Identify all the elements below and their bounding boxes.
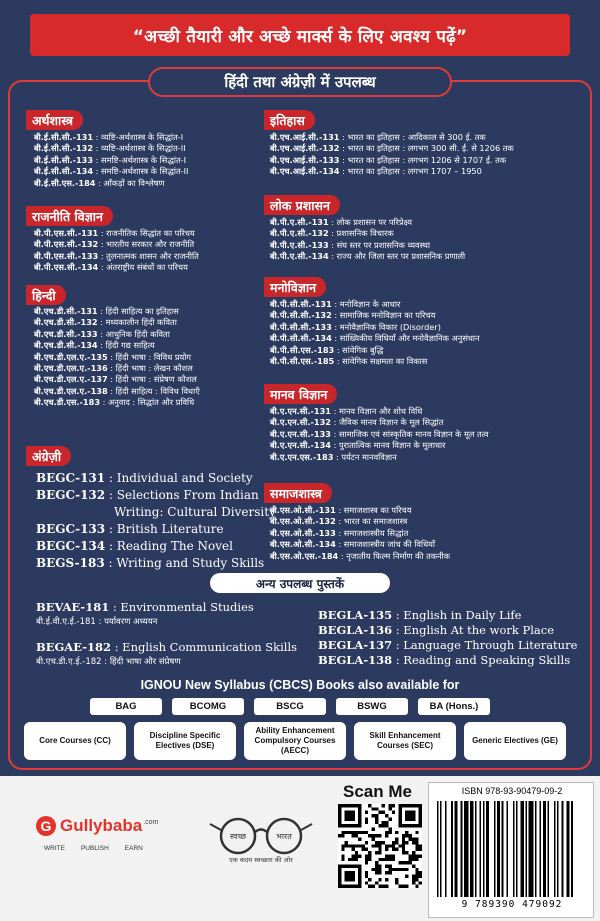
logo-text: Gullybaba bbox=[60, 816, 143, 835]
category-sociology: समाजशास्त्र bbox=[264, 483, 332, 503]
course-title: : हिंदी साहित्य का इतिहास bbox=[97, 306, 179, 316]
course-item bbox=[270, 251, 465, 262]
english-list bbox=[36, 470, 276, 572]
course-title: : हिंदी भाषा : संप्रेषण कौशल bbox=[107, 374, 197, 385]
course-code: बी.एच.डी.सी.-132 bbox=[34, 317, 98, 328]
course-item bbox=[36, 470, 276, 487]
hindi-list bbox=[34, 306, 200, 409]
course-title: : नृजातीय फिल्म निर्माण की तकनीक bbox=[338, 550, 450, 561]
course-title: : मनोविज्ञान के आधार bbox=[331, 299, 401, 309]
course-item bbox=[270, 539, 450, 550]
sociology-list bbox=[270, 505, 450, 562]
course-code: बी.एच.डी.एल.ए.-135 bbox=[34, 351, 108, 362]
course-item bbox=[270, 132, 514, 143]
course-item bbox=[34, 386, 200, 397]
course-title: : Reading The Novel bbox=[105, 539, 233, 553]
course-title: : British Literature bbox=[105, 522, 224, 536]
isbn-text: ISBN 978-93-90479-09-2 bbox=[461, 786, 563, 796]
course-title: : आधुनिक हिंदी कविता bbox=[97, 328, 170, 339]
logo-tag: WRITE bbox=[44, 845, 65, 852]
course-code: बी.एस.ओ.सी.-134 bbox=[270, 539, 336, 550]
other-book-item: BEGLA-136 : English At the work Place bbox=[318, 623, 555, 637]
availability-badge: हिंदी तथा अंग्रेज़ी में उपलब्ध bbox=[148, 67, 452, 97]
course-title: : हिंदी गद्य साहित्य bbox=[97, 340, 155, 351]
course-code: बी.पी.एस.सी.-134 bbox=[34, 262, 99, 273]
course-code: बी.एस.ओ.एस.-184 bbox=[270, 550, 339, 561]
course-item bbox=[270, 551, 450, 562]
political-science-list bbox=[34, 228, 199, 274]
course-code: बी.ए.एन.एस.-183 bbox=[270, 451, 334, 462]
course-title: : समाजशास्त्रीय सिद्धांत bbox=[335, 527, 409, 538]
tagline-banner: “अच्छी तैयारी और अच्छे मार्क्स के लिए अवश्य पढ़ें” bbox=[30, 14, 570, 56]
course-item bbox=[36, 521, 276, 538]
course-code: बी.पी.सी.सी.-132 bbox=[270, 310, 332, 321]
course-code: बी.पी.ए.सी.-134 bbox=[270, 251, 329, 262]
course-item bbox=[270, 406, 488, 417]
course-title: : समाजशास्त्र का परिचय bbox=[335, 505, 412, 515]
course-title: : लोक प्रशासन पर परिप्रेक्ष्य bbox=[328, 217, 413, 227]
economics-list bbox=[34, 132, 188, 189]
cbcs-programs bbox=[90, 698, 490, 715]
course-item bbox=[270, 166, 514, 177]
course-code: बी.पी.एस.सी.-133 bbox=[34, 250, 99, 261]
category-economics: अर्थशास्त्र bbox=[26, 110, 83, 130]
course-title: : मध्यकालीन हिंदी कविता bbox=[97, 317, 177, 328]
course-title: : सांवेगिक बुद्धि bbox=[334, 344, 384, 355]
course-title: : Individual and Society bbox=[105, 471, 253, 485]
course-title: : प्रशासनिक विचारक bbox=[328, 228, 394, 239]
course-title: : व्यष्टि-अर्थशास्त्र के सिद्धांत-II bbox=[93, 143, 186, 154]
logo-tag: EARN bbox=[124, 845, 143, 852]
history-list bbox=[270, 132, 514, 178]
barcode-icon bbox=[437, 801, 587, 897]
course-title: : भारत का इतिहास : लगभग 1206 से 1707 ई. तक bbox=[339, 154, 507, 165]
course-item bbox=[270, 240, 465, 251]
course-item bbox=[34, 317, 200, 328]
course-title: : पर्यटन मानवविज्ञान bbox=[333, 451, 397, 462]
course-code: बी.एच.डी.सी.-133 bbox=[34, 328, 98, 339]
course-code: बी.ए.एन.सी.-134 bbox=[270, 440, 331, 451]
course-item bbox=[270, 417, 488, 428]
other-books-left bbox=[36, 600, 297, 670]
course-item bbox=[34, 166, 188, 177]
course-code: बी.पी.ए.सी.-133 bbox=[270, 239, 329, 250]
course-title: : सांवेगिक सक्षमता का विकास bbox=[334, 356, 428, 367]
course-title: : हिंदी भाषा : लेखन कौशल bbox=[107, 363, 193, 374]
course-item bbox=[270, 345, 480, 356]
cbcs-title: IGNOU New Syllabus (CBCS) Books also available for bbox=[140, 678, 460, 692]
course-code: बी.पी.ए.सी.-132 bbox=[270, 228, 329, 239]
course-item bbox=[34, 363, 200, 374]
course-code: बी.ए.एन.सी.-133 bbox=[270, 428, 331, 439]
course-title: : जैविक मानव विज्ञान के मूल सिद्धांत bbox=[330, 417, 444, 428]
course-item bbox=[270, 452, 488, 463]
course-item bbox=[34, 251, 199, 262]
course-code: बी.पी.सी.सी.-131 bbox=[270, 299, 332, 309]
course-code: बी.एच.आई.सी.-133 bbox=[270, 154, 340, 165]
course-code: बी.एच.डी.एल.ए.-136 bbox=[34, 363, 108, 374]
course-item bbox=[34, 143, 188, 154]
logo-suffix: .com bbox=[143, 818, 159, 826]
other-book-item: BEGLA-138 : Reading and Speaking Skills bbox=[318, 653, 571, 667]
logo-tag: PUBLISH bbox=[80, 845, 109, 852]
course-item bbox=[34, 340, 200, 351]
course-code: BEGC-132 bbox=[36, 488, 106, 502]
course-title: : हिंदी साहित्य : विविध विधाएँ bbox=[107, 385, 200, 396]
course-item bbox=[270, 333, 480, 344]
other-book-item: BEGAE-182 : English Communication Skills bbox=[36, 640, 298, 654]
other-book-item: BEGLA-135 : English in Daily Life bbox=[318, 608, 522, 622]
course-code: बी.एच.डी.सी.-134 bbox=[34, 340, 98, 351]
course-code: BEGS-183 bbox=[36, 556, 105, 570]
course-code: BEGC-133 bbox=[36, 522, 106, 536]
course-item bbox=[36, 487, 276, 504]
course-title: : Writing and Study Skills bbox=[104, 556, 265, 570]
course-title: : सामाजिक मनोविज्ञान का परिचय bbox=[331, 310, 436, 321]
course-item bbox=[270, 440, 488, 451]
course-type-box: Skill Enhancement Courses (SEC) bbox=[354, 722, 456, 760]
course-code: बी.ई.सी.सी.-133 bbox=[34, 154, 94, 165]
category-english: अंग्रेज़ी bbox=[26, 446, 71, 466]
psychology-list bbox=[270, 299, 480, 367]
course-code: बी.पी.एस.सी.-131 bbox=[34, 228, 99, 238]
course-item bbox=[34, 397, 200, 408]
course-item bbox=[36, 538, 276, 555]
gullybaba-logo bbox=[36, 816, 158, 836]
course-item bbox=[34, 374, 200, 385]
course-item bbox=[34, 132, 188, 143]
course-code: BEGC-131 bbox=[36, 471, 106, 485]
course-item bbox=[34, 352, 200, 363]
course-title: : भारत का इतिहास : लगभग 1707 – 1950 bbox=[339, 166, 482, 177]
course-item bbox=[270, 155, 514, 166]
qr-code-icon[interactable] bbox=[338, 804, 422, 888]
course-title: : राजनीतिक सिद्धांत का परिचय bbox=[98, 228, 195, 238]
course-title: : सामाजिक एवं सांस्कृतिक मानव विज्ञान के मूल तत्व bbox=[330, 428, 489, 439]
course-code: बी.एच.डी.एल.ए.-137 bbox=[34, 374, 108, 385]
course-code: बी.पी.ए.सी.-131 bbox=[270, 217, 329, 227]
course-item bbox=[34, 329, 200, 340]
course-item bbox=[270, 217, 465, 228]
course-title: : भारत का इतिहास : लगभग 300 सी. ई. से 1206 तक bbox=[339, 143, 514, 154]
other-books-title: अन्य उपलब्ध पुस्तकें bbox=[210, 573, 390, 593]
course-item bbox=[34, 178, 188, 189]
course-item bbox=[34, 306, 200, 317]
course-title: : समाजशास्त्रीय जांच की विधियाँ bbox=[335, 539, 435, 550]
course-code: बी.एच.डी.सी.-131 bbox=[34, 306, 98, 316]
course-title: : व्यष्टि-अर्थशास्त्र के सिद्धांत-I bbox=[93, 132, 184, 142]
program-badge: BSWG bbox=[336, 698, 408, 715]
course-code: BEGC-134 bbox=[36, 539, 106, 553]
course-code: बी.एच.डी.एस.-183 bbox=[34, 397, 101, 408]
course-title: : पुरातात्विक मानव विज्ञान के मूलाधार bbox=[330, 440, 446, 451]
course-type-box: Ability Enhancement Compulsory Courses (AECC) bbox=[244, 722, 346, 760]
course-item bbox=[270, 516, 450, 527]
course-title: : संघ स्तर पर प्रशासनिक व्यवस्था bbox=[328, 239, 430, 250]
course-item bbox=[36, 555, 276, 572]
course-title: : सांख्यिकीय विधियाँ और मनोवैज्ञानिक अनुसंधान bbox=[331, 333, 480, 344]
course-item bbox=[270, 528, 450, 539]
course-item bbox=[34, 239, 199, 250]
course-code: बी.ए.एन.सी.-131 bbox=[270, 406, 331, 416]
course-item bbox=[270, 505, 450, 516]
course-item bbox=[270, 356, 480, 367]
program-badge: BA (Hons.) bbox=[418, 698, 490, 715]
course-title: : भारत का समाजशास्त्र bbox=[335, 516, 408, 527]
course-code: बी.पी.सी.सी.-133 bbox=[270, 321, 332, 332]
course-code: बी.पी.सी.एस.-185 bbox=[270, 356, 335, 367]
other-books-right bbox=[318, 608, 577, 668]
course-code: बी.एच.डी.एल.ए.-138 bbox=[34, 385, 108, 396]
other-book-item: BEVAE-181 : Environmental Studies bbox=[36, 600, 254, 614]
program-badge: BSCG bbox=[254, 698, 326, 715]
course-type-box: Generic Electives (GE) bbox=[464, 722, 566, 760]
course-code: बी.ई.सी.सी.-131 bbox=[34, 132, 94, 142]
isbn-barcode bbox=[428, 782, 594, 918]
course-code: बी.पी.सी.एस.-183 bbox=[270, 344, 335, 355]
course-type-box: Discipline Specific Electives (DSE) bbox=[134, 722, 236, 760]
program-badge: BAG bbox=[90, 698, 162, 715]
course-title: : अनुवाद : सिद्धांत और प्रविधि bbox=[100, 397, 195, 408]
course-code: बी.एस.ओ.सी.-131 bbox=[270, 505, 336, 515]
course-item bbox=[34, 155, 188, 166]
course-code: बी.एस.ओ.सी.-132 bbox=[270, 516, 336, 527]
course-item bbox=[270, 429, 488, 440]
swachh-right-text: भारत bbox=[276, 832, 292, 841]
category-anthropology: मानव विज्ञान bbox=[264, 384, 337, 404]
course-item bbox=[270, 299, 480, 310]
category-political-science: राजनीति विज्ञान bbox=[26, 206, 113, 226]
isbn-number: 9 789390 479092 bbox=[461, 899, 563, 910]
swachh-left-text: स्वच्छ bbox=[229, 832, 247, 841]
course-title: : अंतराष्ट्रीय संबंधों का परिचय bbox=[98, 262, 188, 273]
course-title-continued: Writing: Cultural Diversity bbox=[114, 505, 276, 519]
course-title: : आँकड़ों का विश्लेषण bbox=[95, 177, 165, 188]
other-book-item: BEGLA-137 : Language Through Literature bbox=[318, 638, 578, 652]
course-code: बी.ई.सी.सी.-134 bbox=[34, 166, 94, 177]
other-book-hindi: बी.एच.डी.ए.ई.-182 : हिंदी भाषा और संप्रेषण bbox=[36, 657, 181, 667]
course-title: : मानव विज्ञान और शोध विधि bbox=[330, 406, 423, 416]
course-title: : भारतीय सरकार और राजनीति bbox=[98, 239, 195, 250]
category-hindi: हिन्दी bbox=[26, 285, 66, 305]
course-code: बी.एच.आई.सी.-132 bbox=[270, 143, 340, 154]
cbcs-courses bbox=[24, 722, 566, 760]
anthropology-list bbox=[270, 406, 488, 463]
course-title: : राज्य और जिला स्तर पर प्रशासनिक प्रणाली bbox=[328, 251, 466, 262]
course-item bbox=[270, 228, 465, 239]
course-title: : समष्टि-अर्थशास्त्र के सिद्धांत-I bbox=[93, 154, 187, 165]
category-psychology: मनोविज्ञान bbox=[264, 277, 326, 297]
course-item bbox=[270, 143, 514, 154]
swachh-caption: एक कदम स्वच्छता की ओर bbox=[229, 856, 293, 864]
course-code: बी.ई.सी.सी.-132 bbox=[34, 143, 94, 154]
course-type-box: Core Courses (CC) bbox=[24, 722, 126, 760]
course-code: बी.एच.आई.सी.-134 bbox=[270, 166, 340, 177]
course-code: बी.ई.सी.एस.-184 bbox=[34, 177, 96, 188]
course-code: बी.एस.ओ.सी.-133 bbox=[270, 527, 336, 538]
category-history: इतिहास bbox=[264, 110, 315, 130]
category-public-admin: लोक प्रशासन bbox=[264, 195, 340, 215]
scan-me-title: Scan Me bbox=[343, 782, 412, 801]
course-code: बी.ए.एन.सी.-132 bbox=[270, 417, 331, 428]
course-title: : मनोवैज्ञानिक विकार (Disorder) bbox=[331, 321, 441, 332]
public-admin-list bbox=[270, 217, 465, 263]
course-code: बी.पी.एस.सी.-132 bbox=[34, 239, 99, 250]
course-item bbox=[270, 322, 480, 333]
course-code: बी.एच.आई.सी.-131 bbox=[270, 132, 340, 142]
course-title: : हिंदी भाषा : विविध प्रयोग bbox=[107, 351, 191, 362]
course-title: : समष्टि-अर्थशास्त्र के सिद्धांत-II bbox=[93, 166, 189, 177]
program-badge: BCOMG bbox=[172, 698, 244, 715]
course-item bbox=[34, 228, 199, 239]
course-title: : तुलनात्मक शासन और राजनीति bbox=[98, 250, 199, 261]
logo-tags bbox=[44, 845, 143, 852]
course-item bbox=[270, 310, 480, 321]
course-title: : Selections From Indian bbox=[105, 488, 259, 502]
gullybaba-g-icon: G bbox=[36, 816, 56, 836]
course-title: : भारत का इतिहास : आदिकाल से 300 ई. तक bbox=[339, 132, 486, 142]
other-book-hindi: बी.ई.वी.ए.ई.-181 : पर्यावरण अध्ययन bbox=[36, 617, 158, 627]
footer-panel bbox=[0, 776, 600, 921]
course-code: बी.पी.सी.सी.-134 bbox=[270, 333, 332, 344]
course-item bbox=[34, 262, 199, 273]
